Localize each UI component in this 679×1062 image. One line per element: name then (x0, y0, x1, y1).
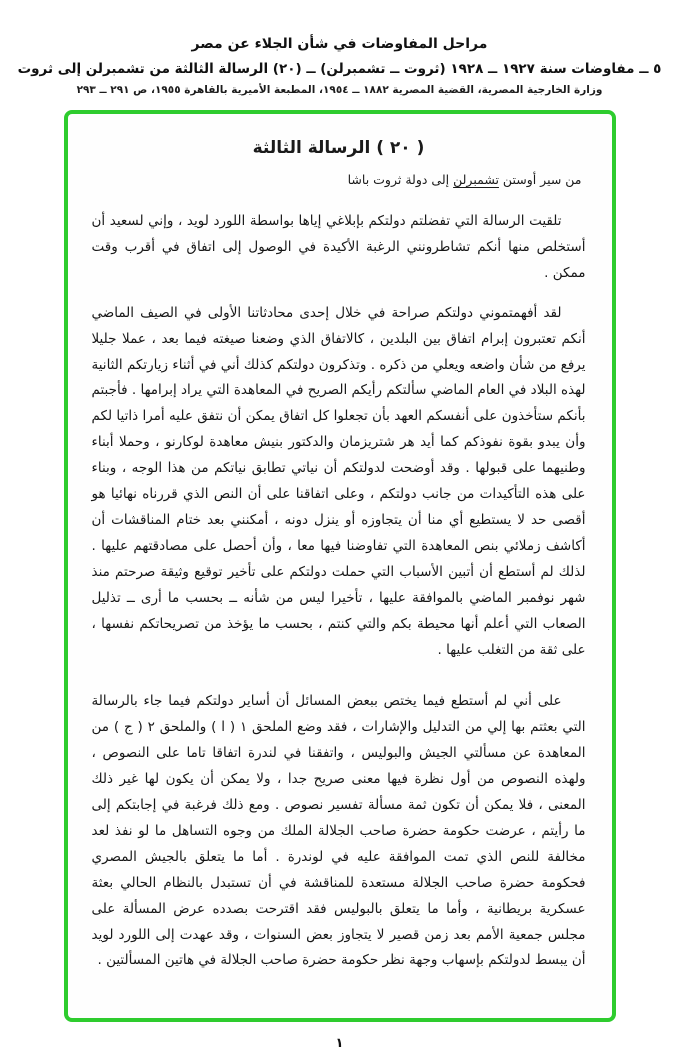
letter-title: ( ٢٠ ) الرسالة الثالثة (252, 138, 425, 158)
page-header (0, 0, 679, 96)
header-source-citation: وزارة الخارجية المصرية، القضية المصرية ١٨٨٢ ــ ١٩٥٤، المطبعة الأميرية بالقاهرة ١٩٥٥، ص ٢٩١ ــ ٢٩٣ (76, 84, 603, 96)
header-title: مراحل المفاوضات في شأن الجلاء عن مصر (191, 36, 488, 52)
letter-body (92, 209, 586, 974)
letter-subtitle-underlined: تشمبرلن (453, 172, 499, 187)
letter-subtitle-post: إلى دولة ثروت باشا (347, 172, 454, 187)
paragraph: تلقيت الرسالة التي تفضلتم دولتكم بإبلاغي إياها بواسطة اللورد لويد ، وإني لسعيد أن أستخلص منها أنكم تشاطرونني الرغبة الأكيدة في الوصول إلى اتفاق في أقرب وقت ممكن . (91, 213, 586, 281)
paragraph: على أني لم أستطع فيما يختص ببعض المسائل أن أساير دولتكم فيما جاء بالرسالة التي بعثتم بها إلي من التدليل والإشارات ، فقد وضع الملحق ١ ( ا ) والملحق ٢ ( ج ) من المعاهدة عن مسألتي الجيش والبوليس ، واتفقنا في لندرة اتفاقا تاما على النصوص ، ولهذه النصوص من أول نظرة فيها معنى صريح جدا ، ولا يمكن أن يكون لها غير ذلك المعنى ، فلا يمكن أن تكون ثمة مسألة تفسير نصوص . ومع ذلك فرغبة في إجابتكم إلى ما رأيتم ، عرضت حكومة حضرة صاحب الجلالة الملك من وجوه التساهل ما لو نفذ لعد مخالفة للنص الذي تمت الموافقة عليه في لوندرة . أما ما يتعلق بالجيش المصري فحكومة حضرة صاحب الجلالة مستعدة للمناقشة في أن تستبدل بالنظام الحالي بعثة عسكرية بريطانية ، وأما ما يتعلق بالبوليس فقد اقترحت بصدده عرض المسألة على مجلس جمعية الأمم بعد زمن قصير لا يتجاوز بعض السنوات ، وقد عهدت إلى اللورد لويد أن يبسط لدولتكم بإسهاب وجهة نظر حكومة حضرة صاحب الجلالة في هاتين المسألتين . (91, 693, 586, 969)
paragraph: لقد أفهمتموني دولتكم صراحة في خلال إحدى محادثاتنا الأولى في الصيف الماضي أنكم تعتبرون إبرام اتفاق بين البلدين ، كالاتفاق الذي وضعنا صيغته فيما بعد ، عملا جليلا يرفع من شأن واضعه ويعلي من ذكره . وتذكرون دولتكم كذلك أني في أثناء زيارتكم الثانية لهذه البلاد في العام الماضي سألتكم رأيكم الصريح في المعاهدة التي يراد إبرامها . فأجبتم بأنكم ستأخذون على أنفسكم العهد بأن تجعلوا كل اتفاق يمكن أن نتفق عليه أمرا ذاتيا لكم وأن يبدو بقوة نفوذكم كما أيد هر شتريزمان والدكتور بنيش معاهدة لوكارنو ، وحملا أبناء وطنيهما على قبولها . وقد أوضحت لدولتكم أن نياتي تطابق نياتكم من هذا الوجه ، وبناء على هذه التأكيدات من جانب دولتكم ، وعلى اتفاقنا على أن النص الذي قررناه نهائيا هو أقصى حد لا يستطيع أي منا أن يتجاوزه أو ينزل دونه ، أمكنني بعد ختام المناقشات أن أكاشف زملائي بنص المعاهدة التي تفاوضنا فيها معا ، وأن أحصل على مصادقتهم عليها . لذلك لم أستطع أن أتبين الأسباب التي حملت دولتكم على تأخير توقيع وثيقة صرحتم منذ شهر نوفمبر الماضي بالموافقة عليها ، تأخيرا ليس من شأنه ــ بحسب ما أرى ــ تذليل الصعاب التي أعلم أنها محيطة بكم والتي كنتم ، بحسب ما يؤخذ من تصريحاتكم نفسها ، على ثقة من التغلب عليها . (91, 304, 586, 658)
header-subtitle: ٥ ــ مفاوضات سنة ١٩٢٧ ــ ١٩٢٨ (ثروت ــ تشمبرلن) ــ (٢٠) الرسالة الثالثة من تشمبرلن إلى ثروت (17, 61, 662, 77)
scanned-letter-box (64, 110, 616, 1022)
letter-subtitle (302, 172, 582, 187)
page-number: ١ (335, 1036, 344, 1052)
letter-subtitle-pre: من سير أوستن (498, 172, 582, 187)
